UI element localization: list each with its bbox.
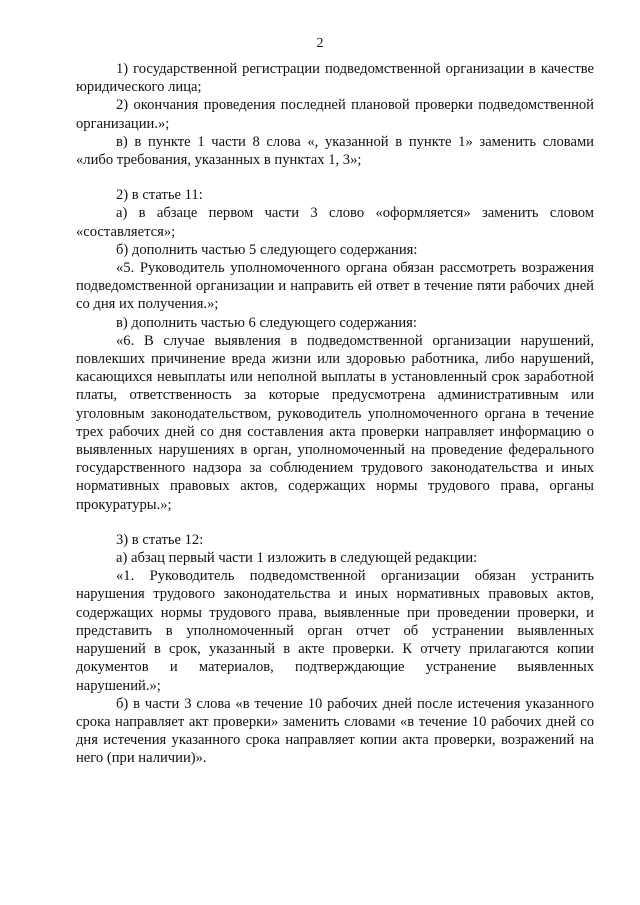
amendment-part-3-article-12: б) в части 3 слова «в течение 10 рабочих дней после истечения указанного срока направляет акт проверки» заменить словами «в течение 10 рабочих дней со дня истечения указанного срока направляет копии акта проверки, возражений на него (при наличии)». [76,695,594,767]
quoted-part-5: «5. Руководитель уполномоченного органа обязан рассмотреть возражения подведомственной организации и направить ей ответ в течение пяти рабочих дней со дня их получения.»; [76,260,594,313]
amendment-add-part-5: б) дополнить частью 5 следующего содержания: [116,241,418,258]
list-item-last-inspection: 2) окончания проведения последней плановой проверки подведомственной организации.»; [76,97,594,132]
section-heading-article-11: 2) в статье 11: [116,187,203,204]
page-number: 2 [316,36,324,51]
document-body [76,60,594,768]
section-heading-article-12: 3) в статье 12: [116,531,204,548]
amendment-part-1: а) абзац первый части 1 изложить в следующей редакции: [116,550,478,567]
quoted-part-1: «1. Руководитель подведомственной организации обязан устранить нарушения трудового законодательства и иных нормативных правовых актов, содержащих нормы трудового права, выявленные при проведении проверки, и представить в уполномоченный орган отчет об устранении выявленных нарушений в срок, указанный в акте проверки. К отчету прилагаются копии документов и материалов, подтверждающие устранение выявленных нарушений.»; [76,568,594,694]
list-item-state-registration: 1) государственной регистрации подведомственной организации в качестве юридического лица; [76,61,594,96]
amendment-part-3: а) в абзаце первом части 3 слово «оформляется» заменить словом «составляется»; [76,205,594,240]
quoted-part-6: «6. В случае выявления в подведомственной организации нарушений, повлекших причинение вреда жизни или здоровью работника, либо нарушений, касающихся невыплаты или неполной выплаты в установленный срок заработной платы, ответственность за которые предусмотрена административным или уголовным законодательством, руководитель уполномоченного органа в течение трех рабочих дней со дня составления акта проверки направляет информацию о выявленных нарушениях в орган, уполномоченный на проведение федерального государственного надзора за соблюдением трудового законодательства и иных нормативных правовых актов, содержащих нормы трудового права, органы прокуратуры.»; [76,332,594,513]
amendment-part-8: в) в пункте 1 части 8 слова «, указанной в пункте 1» заменить словами «либо требования, указанных в пунктах 1, 3»; [76,133,594,169]
amendment-add-part-6: в) дополнить частью 6 следующего содержания: [116,314,417,331]
